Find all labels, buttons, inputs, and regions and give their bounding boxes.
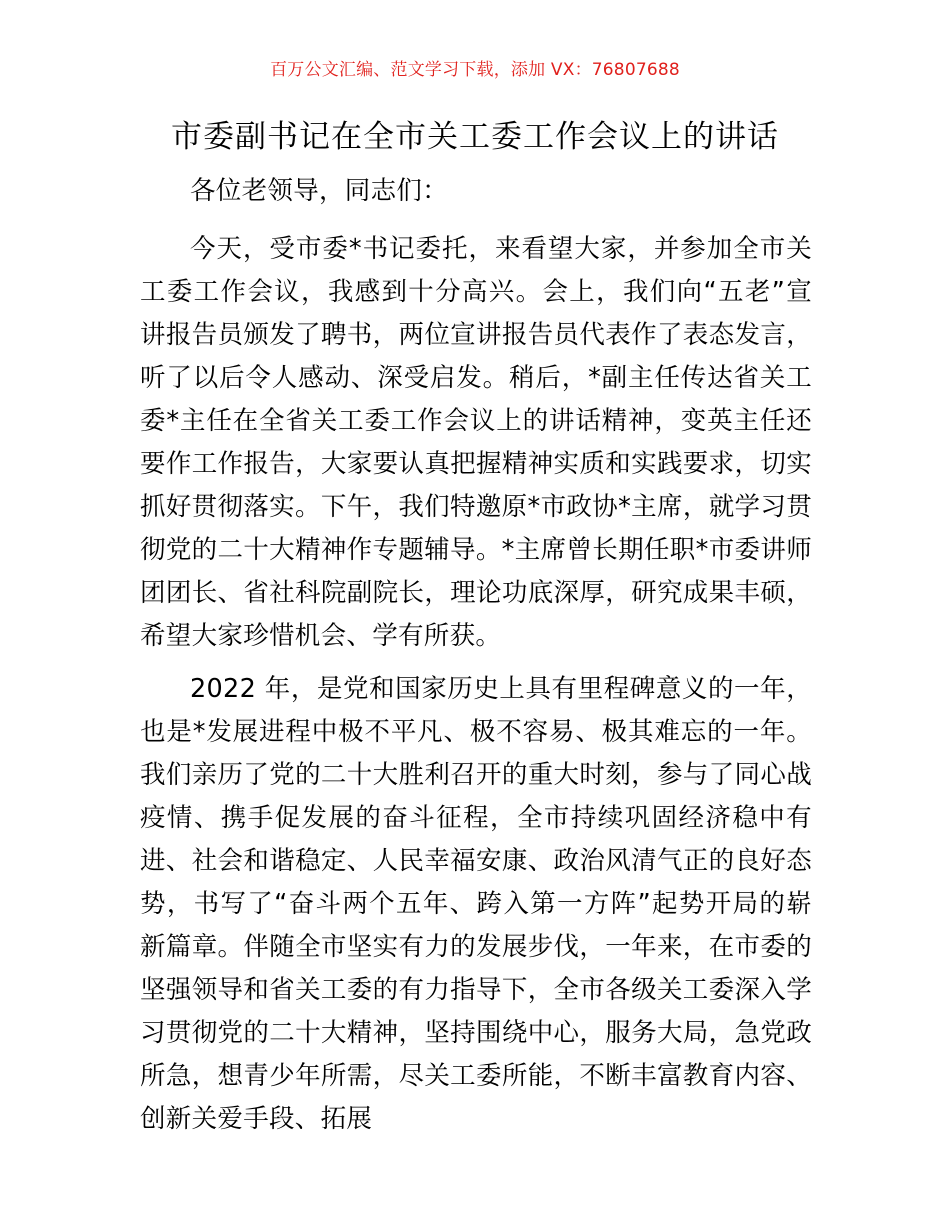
paragraph: 2022 年，是党和国家历史上具有里程碑意义的一年，也是*发展进程中极不平凡、极不容易、极其难忘的一年。我们亲历了党的二十大胜利召开的重大时刻，参与了同心战疫情、携手促发展的奋斗征程，全市持续巩固经济稳中有进、社会和谐稳定、人民幸福安康、政治风清气正的良好态势，书写了“奋斗两个五年、跨入第一方阵”起势开局的崭新篇章。伴随全市坚实有力的发展步伐，一年来，在市委的坚强领导和省关工委的有力指导下，全市各级关工委深入学习贯彻党的二十大精神，坚持围绕中心，服务大局，急党政所急，想青少年所需，尽关工委所能，不断丰富教育内容、创新关爱手段、拓展 xyxy=(140,674,812,1134)
promo-header: 百万公文汇编、范文学习下载，添加 VX：76807688 xyxy=(270,60,680,80)
paragraph: 今天，受市委*书记委托，来看望大家，并参加全市关工委工作会议，我感到十分高兴。会上，我们向“五老”宣讲报告员颁发了聘书，两位宣讲报告员代表作了表态发言，听了以后令人感动、深受启发。稍后，*副主任传达省关工委*主任在全省关工委工作会议上的讲话精神，变英主任还要作工作报告，大家要认真把握精神实质和实践要求，切实抓好贯彻落实。下午，我们特邀原*市政协*主席，就学习贯彻党的二十大精神作专题辅导。*主席曾长期任职*市委讲师团团长、省社科院副院长，理论功底深厚，研究成果丰硕，希望大家珍惜机会、学有所获。 xyxy=(140,234,812,651)
salutation: 各位老领导，同志们： xyxy=(190,176,449,206)
document-title: 市委副书记在全市关工委工作会议上的讲话 xyxy=(171,119,779,155)
